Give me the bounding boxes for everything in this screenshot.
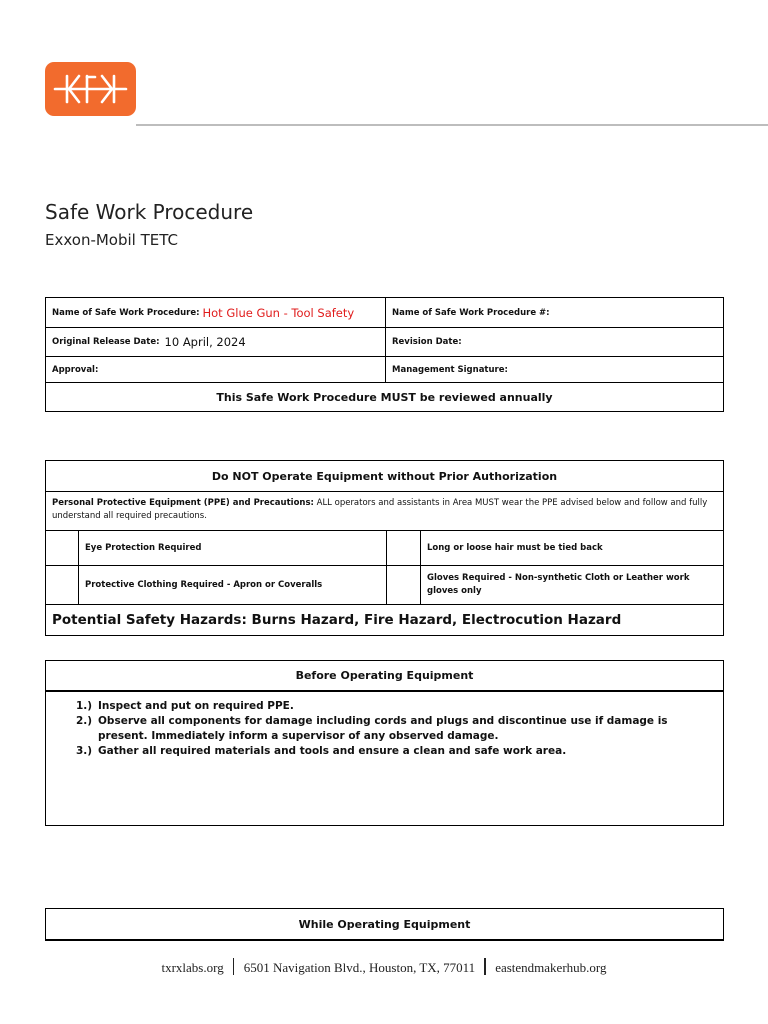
list-item	[76, 744, 713, 759]
ppe-item: Protective Clothing Required - Apron or Coveralls	[79, 566, 387, 604]
signature-cell	[386, 357, 723, 382]
authorization-title: Do NOT Operate Equipment without Prior Authorization	[211, 469, 558, 483]
procedure-name-label: Name of Safe Work Procedure:	[52, 307, 200, 318]
footer-site-txrx[interactable]: txrxlabs.org	[161, 960, 224, 975]
procedure-name-value: Hot Glue Gun - Tool Safety	[202, 305, 355, 320]
step-number: 1.)	[76, 700, 93, 712]
footer	[0, 958, 768, 976]
authorization-table	[45, 460, 724, 636]
step-number: 2.)	[76, 715, 93, 727]
checkbox-hair-tied[interactable]	[387, 531, 421, 565]
footer-divider	[233, 958, 235, 975]
revision-date-label: Revision Date:	[392, 337, 462, 347]
revision-date-cell	[386, 328, 723, 356]
safety-hazards: Potential Safety Hazards: Burns Hazard, Fire Hazard, Electrocution Hazard	[52, 612, 622, 628]
logo-mark-icon	[45, 62, 136, 116]
header-rule	[136, 124, 768, 126]
info-row	[46, 298, 723, 328]
ppe-item: Long or loose hair must be tied back	[427, 542, 603, 553]
procedure-number-label: Name of Safe Work Procedure #:	[392, 307, 550, 318]
release-date-cell	[46, 328, 386, 356]
step-text: Observe all components for damage including cords and plugs and discontinue use if damage is present. Immediately inform a supervisor of any observed damage.	[98, 715, 668, 742]
ppe-item: Gloves Required - Non-synthetic Cloth or Leather work gloves only	[427, 573, 690, 596]
list-item	[76, 714, 713, 744]
before-operating-title: Before Operating Equipment	[46, 661, 723, 692]
ppe-description	[46, 492, 723, 530]
footer-site-eastend[interactable]: eastendmakerhub.org	[495, 960, 607, 975]
hazards-row	[46, 605, 723, 635]
info-row	[46, 357, 723, 383]
checkbox-gloves[interactable]	[387, 566, 421, 604]
ppe-text: ALL operators and assistants in Area MUST wear the PPE advised below and follow and fully understand all required precautions.	[52, 498, 708, 521]
ppe-label: Personal Protective Equipment (PPE) and Precautions:	[52, 498, 314, 508]
info-row	[46, 383, 723, 411]
footer-divider	[484, 958, 486, 975]
page-title: Safe Work Procedure	[45, 200, 254, 224]
while-operating-title: While Operating Equipment	[298, 918, 471, 931]
ppe-item: Eye Protection Required	[79, 531, 387, 565]
auth-title-row	[46, 461, 723, 492]
logo	[45, 62, 136, 116]
while-operating-section	[45, 908, 724, 941]
before-operating-section	[45, 660, 724, 826]
review-note: This Safe Work Procedure MUST be reviewed annually	[216, 390, 553, 404]
step-number: 3.)	[76, 745, 93, 757]
procedure-name-cell	[46, 298, 386, 327]
approval-label: Approval:	[52, 364, 99, 375]
release-date-label: Original Release Date:	[52, 337, 160, 347]
procedure-info-table	[45, 297, 724, 412]
ppe-items-row	[46, 531, 723, 566]
info-row	[46, 328, 723, 357]
before-steps-list	[46, 692, 723, 759]
list-item	[76, 699, 713, 714]
release-date-value: 10 April, 2024	[164, 335, 246, 349]
checkbox-protective-clothing[interactable]	[46, 566, 79, 604]
checkbox-eye-protection[interactable]	[46, 531, 79, 565]
step-text: Inspect and put on required PPE.	[98, 700, 294, 712]
procedure-number-cell	[386, 298, 723, 327]
ppe-row	[46, 492, 723, 531]
approval-cell	[46, 357, 386, 382]
step-text: Gather all required materials and tools and ensure a clean and safe work area.	[98, 745, 567, 757]
signature-label: Management Signature:	[392, 364, 508, 375]
footer-address: 6501 Navigation Blvd., Houston, TX, 77011	[243, 960, 476, 975]
ppe-items-row	[46, 566, 723, 605]
page-subtitle: Exxon-Mobil TETC	[45, 231, 179, 249]
